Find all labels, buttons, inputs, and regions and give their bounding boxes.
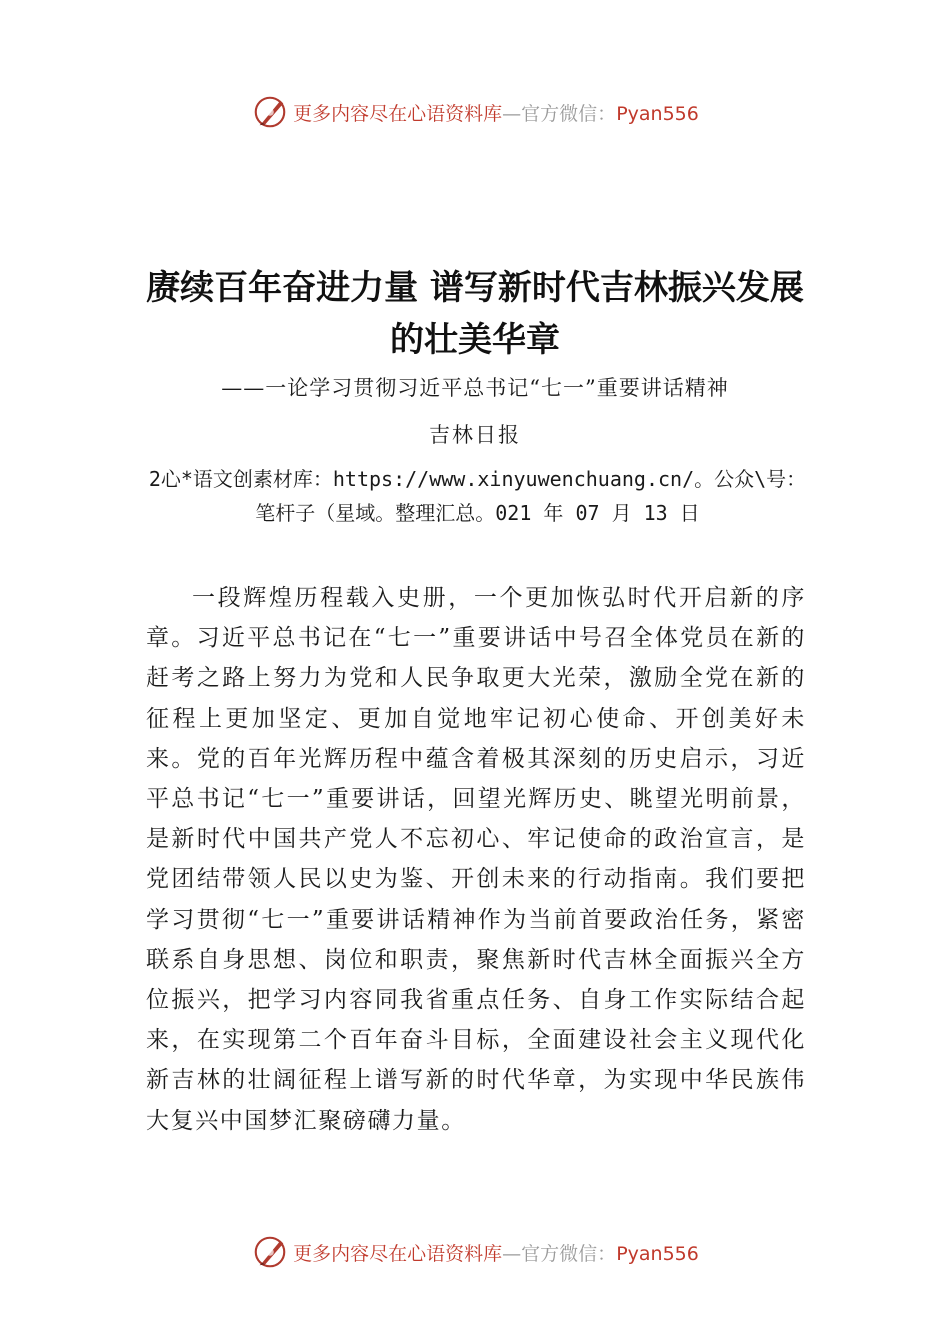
banner-dash: — <box>502 102 522 125</box>
article-meta: 2心*语文创素材库：https://www.xinyuwenchuang.cn/。公众\号：笔杆子（星域。整理汇总。021 年 07 月 13 日 <box>148 467 807 525</box>
banner-wechat-label: 官方微信： <box>521 1242 617 1265</box>
banner-text-line <box>293 1239 699 1266</box>
banner-dash: — <box>502 1242 522 1265</box>
article-body: 一段辉煌历程载入史册，一个更加恢弘时代开启新的序章。习近平总书记在“七一”重要讲话中号召全体党员在新的赶考之路上努力为党和人民争取更大光荣，激励全党在新的征程上更加坚定、更加自觉地牢记初心使命、开创美好未来。党的百年光辉历程中蕴含着极其深刻的历史启示，习近平总书记“七一”重要讲话，回望光辉历史、眺望光明前景，是新时代中国共产党人不忘初心、牢记使命的政治宣言，是党团结带领人民以史为鉴、开创未来的行动指南。我们要把学习贯彻“七一”重要讲话精神作为当前首要政治任务，紧密联系自身思想、岗位和职责，聚焦新时代吉林全面振兴全方位振兴，把学习内容同我省重点任务、自身工作实际结合起来，在实现第二个百年奋斗目标，全面建设社会主义现代化新吉林的壮阔征程上谱写新的时代华章，为实现中华民族伟大复兴中国梦汇聚磅礴力量。 <box>146 585 806 1134</box>
banner-wechat-label: 官方微信： <box>521 102 617 125</box>
article-title: 赓续百年奋进力量 谱写新时代吉林振兴发展的壮美华章 <box>146 268 804 360</box>
pen-logo-icon <box>251 93 289 131</box>
article-source: 吉林日报 <box>429 423 521 447</box>
article-subtitle: ——一论学习贯彻习近平总书记“七一”重要讲话精神 <box>221 376 729 400</box>
header-banner <box>0 92 950 132</box>
footer-banner <box>0 1232 950 1272</box>
banner-wechat-id: Pyan556 <box>616 1242 699 1265</box>
banner-text-line <box>293 99 699 126</box>
pen-logo-icon <box>251 1233 289 1271</box>
banner-text: 更多内容尽在心语资料库 <box>293 1242 503 1265</box>
banner-text: 更多内容尽在心语资料库 <box>293 102 503 125</box>
banner-wechat-id: Pyan556 <box>616 102 699 125</box>
